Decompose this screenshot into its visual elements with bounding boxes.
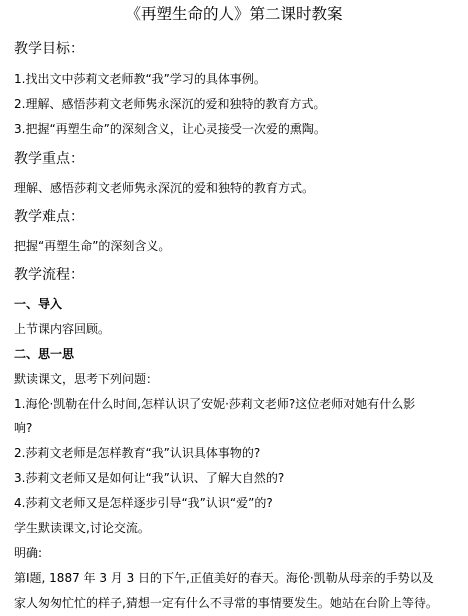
key-points-text: 理解、感悟莎莉文老师隽永深沉的爱和独特的教育方式。: [14, 181, 315, 195]
question-3: 3.莎莉文老师又是如何让“我”认识、了解大自然的?: [14, 471, 285, 485]
clarify-label: 明确:: [14, 546, 43, 560]
goal-item-3: 3.把握“再塑生命”的深刻含义，让心灵接受一次爱的熏陶。: [14, 122, 326, 136]
document-title: 《再塑生命的人》第二课时教案: [125, 5, 343, 23]
answer-line-2: 家人匆匆忙忙的样子,猜想一定有什么不寻常的事情要发生。她站在台阶上等待。: [14, 596, 438, 610]
answer-line-1: 第Ⅰ题, 1887 年 3 月 3 日的下午,正值美好的春天。海伦·凯勒从母亲的手势以及: [14, 571, 434, 585]
difficulties-text: 把握“再塑生命”的深刻含义。: [14, 239, 171, 253]
question-4: 4.莎莉文老师又是怎样逐步引导“我”认识“爱”的?: [14, 496, 273, 510]
goals-heading: 教学目标：: [14, 41, 84, 57]
section-2-title: 二、思一思: [14, 347, 75, 361]
process-heading: 教学流程：: [14, 267, 84, 283]
goal-item-2: 2.理解、感悟莎莉文老师隽永深沉的爱和独特的教育方式。: [14, 97, 326, 111]
key-points-heading: 教学重点：: [14, 151, 84, 167]
question-1-line-1: 1.海伦·凯勒在什么时间,怎样认识了安妮·莎莉文老师?这位老师对她有什么影: [14, 397, 416, 411]
difficulties-heading: 教学难点：: [14, 209, 84, 225]
section-2-intro: 默读课文，思考下列问题：: [14, 372, 159, 386]
question-2: 2.莎莉文老师是怎样教育“我”认识具体事物的?: [14, 446, 261, 460]
goal-item-1: 1.找出文中莎莉文老师教“我”学习的具体事例。: [14, 72, 266, 86]
section-1-title: 一、导入: [14, 297, 63, 311]
section-1-text: 上节课内容回顾。: [14, 322, 111, 336]
activity-text: 学生默读课文,讨论交流。: [14, 521, 150, 535]
question-1-line-2: 响?: [14, 421, 33, 435]
